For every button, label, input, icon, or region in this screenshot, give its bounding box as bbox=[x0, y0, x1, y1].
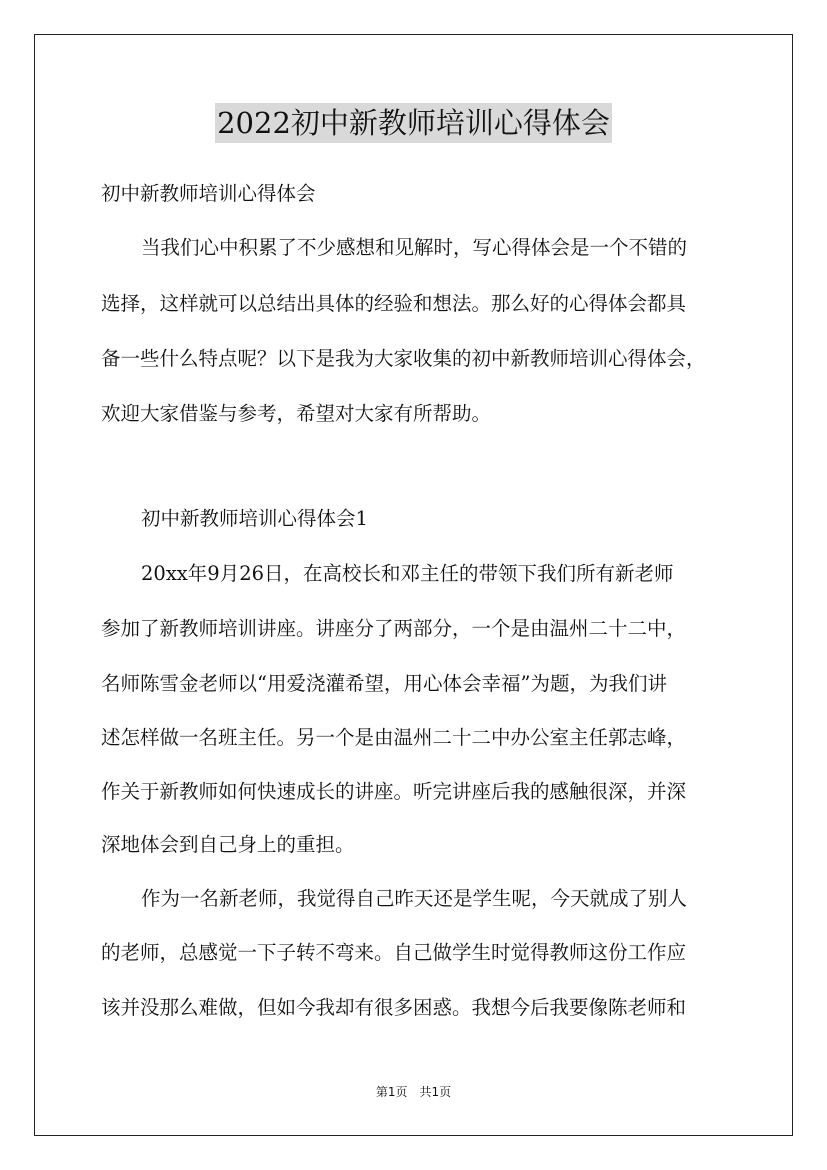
para1-line-4: 述怎样做一名班主任。另一个是由温州二十二中办公室主任郭志峰， bbox=[101, 726, 687, 749]
document-title: 2022初中新教师培训心得体会 bbox=[215, 103, 612, 143]
para1-line-5: 作关于新教师如何快速成长的讲座。听完讲座后我的感触很深，并深 bbox=[101, 780, 687, 803]
para1-line-3: 名师陈雪金老师以“用爱浇灌希望，用心体会幸福”为题，为我们讲 bbox=[101, 672, 667, 695]
intro-line-3: 备一些什么特点呢？以下是我为大家收集的初中新教师培训心得体会， bbox=[101, 347, 706, 370]
para1-line-6: 深地体会到自己身上的重担。 bbox=[101, 833, 355, 856]
intro-line-4: 欢迎大家借鉴与参考，希望对大家有所帮助。 bbox=[101, 402, 492, 425]
title-container bbox=[0, 103, 827, 143]
para1-line-1: 20xx年9月26日，在高校长和邓主任的带领下我们所有新老师 bbox=[141, 562, 674, 585]
document-subtitle: 初中新教师培训心得体会 bbox=[101, 182, 316, 205]
intro-line-2: 选择，这样就可以总结出具体的经验和想法。那么好的心得体会都具 bbox=[101, 292, 687, 315]
intro-line-1: 当我们心中积累了不少感想和见解时，写心得体会是一个不错的 bbox=[141, 236, 688, 259]
para2-line-1: 作为一名新老师，我觉得自己昨天还是学生呢，今天就成了别人 bbox=[141, 887, 688, 910]
para1-line-2: 参加了新教师培训讲座。讲座分了两部分，一个是由温州二十二中， bbox=[101, 617, 687, 640]
section-heading: 初中新教师培训心得体会1 bbox=[141, 507, 368, 530]
para2-line-2: 的老师，总感觉一下子转不弯来。自己做学生时觉得教师这份工作应 bbox=[101, 941, 687, 964]
para2-line-3: 该并没那么难做，但如今我却有很多困惑。我想今后我要像陈老师和 bbox=[101, 996, 687, 1019]
page-footer: 第1页 共1页 bbox=[375, 1085, 452, 1099]
